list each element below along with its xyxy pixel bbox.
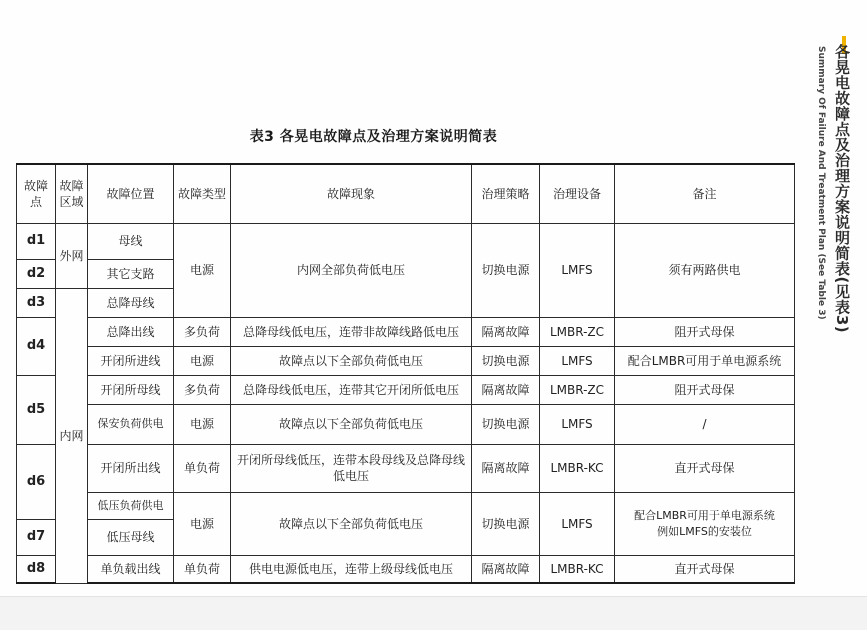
fault-phenomenon: 总降母线低电压，连带非故障线路低电压 <box>231 317 472 346</box>
fault-position: 总降出线 <box>88 317 174 346</box>
table-title: 表3 各晃电故障点及治理方案说明简表 <box>249 129 498 145</box>
table-row <box>17 444 795 492</box>
fault-phenomenon: 总降母线低电压，连带其它开闭所低电压 <box>231 375 472 404</box>
table-row <box>17 346 795 375</box>
fault-point: d6 <box>17 444 56 519</box>
fault-position: 总降母线 <box>88 288 174 317</box>
fault-point: d8 <box>17 555 56 583</box>
table-row <box>17 492 795 519</box>
fault-position: 其它支路 <box>88 259 174 288</box>
fault-type: 电源 <box>174 404 231 444</box>
header-note: 备注 <box>615 164 795 223</box>
table-row <box>17 404 795 444</box>
device: LMFS <box>540 223 615 317</box>
fault-point: d1 <box>17 223 56 259</box>
note: 阻开式母保 <box>615 317 795 346</box>
fault-type: 单负荷 <box>174 444 231 492</box>
fault-phenomenon: 内网全部负荷低电压 <box>231 223 472 317</box>
strategy: 切换电源 <box>472 346 540 375</box>
fault-point: d7 <box>17 519 56 555</box>
note <box>615 492 795 555</box>
fault-position: 开闭所出线 <box>88 444 174 492</box>
fault-type: 电源 <box>174 346 231 375</box>
fault-position: 开闭所母线 <box>88 375 174 404</box>
page-bottom-divider <box>0 596 867 597</box>
page-bottom-edge <box>0 596 867 630</box>
strategy: 切换电源 <box>472 404 540 444</box>
header-area: 故障区域 <box>56 164 88 223</box>
note: / <box>615 404 795 444</box>
header-type: 故障类型 <box>174 164 231 223</box>
fault-position: 单负载出线 <box>88 555 174 583</box>
side-title-chinese: 各晃电故障点及治理方案说明简表(见表3) <box>833 44 851 334</box>
header-strategy: 治理策略 <box>472 164 540 223</box>
side-title <box>812 36 852 336</box>
header-position: 故障位置 <box>88 164 174 223</box>
fault-point: d4 <box>17 317 56 375</box>
area-outer: 外网 <box>56 223 88 288</box>
note-line: 例如LMFS的安装位 <box>657 524 752 538</box>
header-device: 治理设备 <box>540 164 615 223</box>
note: 须有两路供电 <box>615 223 795 317</box>
table-row <box>17 317 795 346</box>
fault-phenomenon: 故障点以下全部负荷低电压 <box>231 492 472 555</box>
fault-type: 电源 <box>174 223 231 317</box>
note: 阻开式母保 <box>615 375 795 404</box>
strategy: 隔离故障 <box>472 555 540 583</box>
fault-type: 电源 <box>174 492 231 555</box>
fault-phenomenon: 供电电源低电压，连带上级母线低电压 <box>231 555 472 583</box>
strategy: 隔离故障 <box>472 444 540 492</box>
device: LMFS <box>540 492 615 555</box>
header-row <box>17 164 795 223</box>
fault-type: 多负荷 <box>174 317 231 346</box>
strategy: 隔离故障 <box>472 317 540 346</box>
fault-type: 多负荷 <box>174 375 231 404</box>
strategy: 切换电源 <box>472 492 540 555</box>
device: LMFS <box>540 404 615 444</box>
note: 直开式母保 <box>615 444 795 492</box>
header-point: 故障点 <box>17 164 56 223</box>
table-row <box>17 223 795 259</box>
fault-phenomenon: 故障点以下全部负荷低电压 <box>231 346 472 375</box>
fault-phenomenon: 开闭所母线低压，连带本段母线及总降母线低电压 <box>231 444 472 492</box>
device: LMBR-KC <box>540 555 615 583</box>
fault-treatment-table <box>16 163 795 584</box>
table-row <box>17 375 795 404</box>
fault-point: d3 <box>17 288 56 317</box>
table-row <box>17 555 795 583</box>
device: LMBR-ZC <box>540 317 615 346</box>
header-phenomenon: 故障现象 <box>231 164 472 223</box>
note-line: 配合LMBR可用于单电源系统 <box>634 508 775 522</box>
note: 直开式母保 <box>615 555 795 583</box>
device: LMFS <box>540 346 615 375</box>
fault-position: 低压负荷供电 <box>88 492 174 519</box>
side-title-english: Summary Of Failure And Treatment Plan (See Table 3) <box>816 46 826 320</box>
fault-point: d2 <box>17 259 56 288</box>
device: LMBR-ZC <box>540 375 615 404</box>
fault-type: 单负荷 <box>174 555 231 583</box>
note: 配合LMBR可用于单电源系统 <box>615 346 795 375</box>
fault-point: d5 <box>17 375 56 444</box>
fault-position: 保安负荷供电 <box>88 404 174 444</box>
fault-position: 低压母线 <box>88 519 174 555</box>
fault-position: 母线 <box>88 223 174 259</box>
device: LMBR-KC <box>540 444 615 492</box>
fault-phenomenon: 故障点以下全部负荷低电压 <box>231 404 472 444</box>
fault-position: 开闭所进线 <box>88 346 174 375</box>
strategy: 隔离故障 <box>472 375 540 404</box>
area-inner: 内网 <box>56 288 88 583</box>
strategy: 切换电源 <box>472 223 540 317</box>
